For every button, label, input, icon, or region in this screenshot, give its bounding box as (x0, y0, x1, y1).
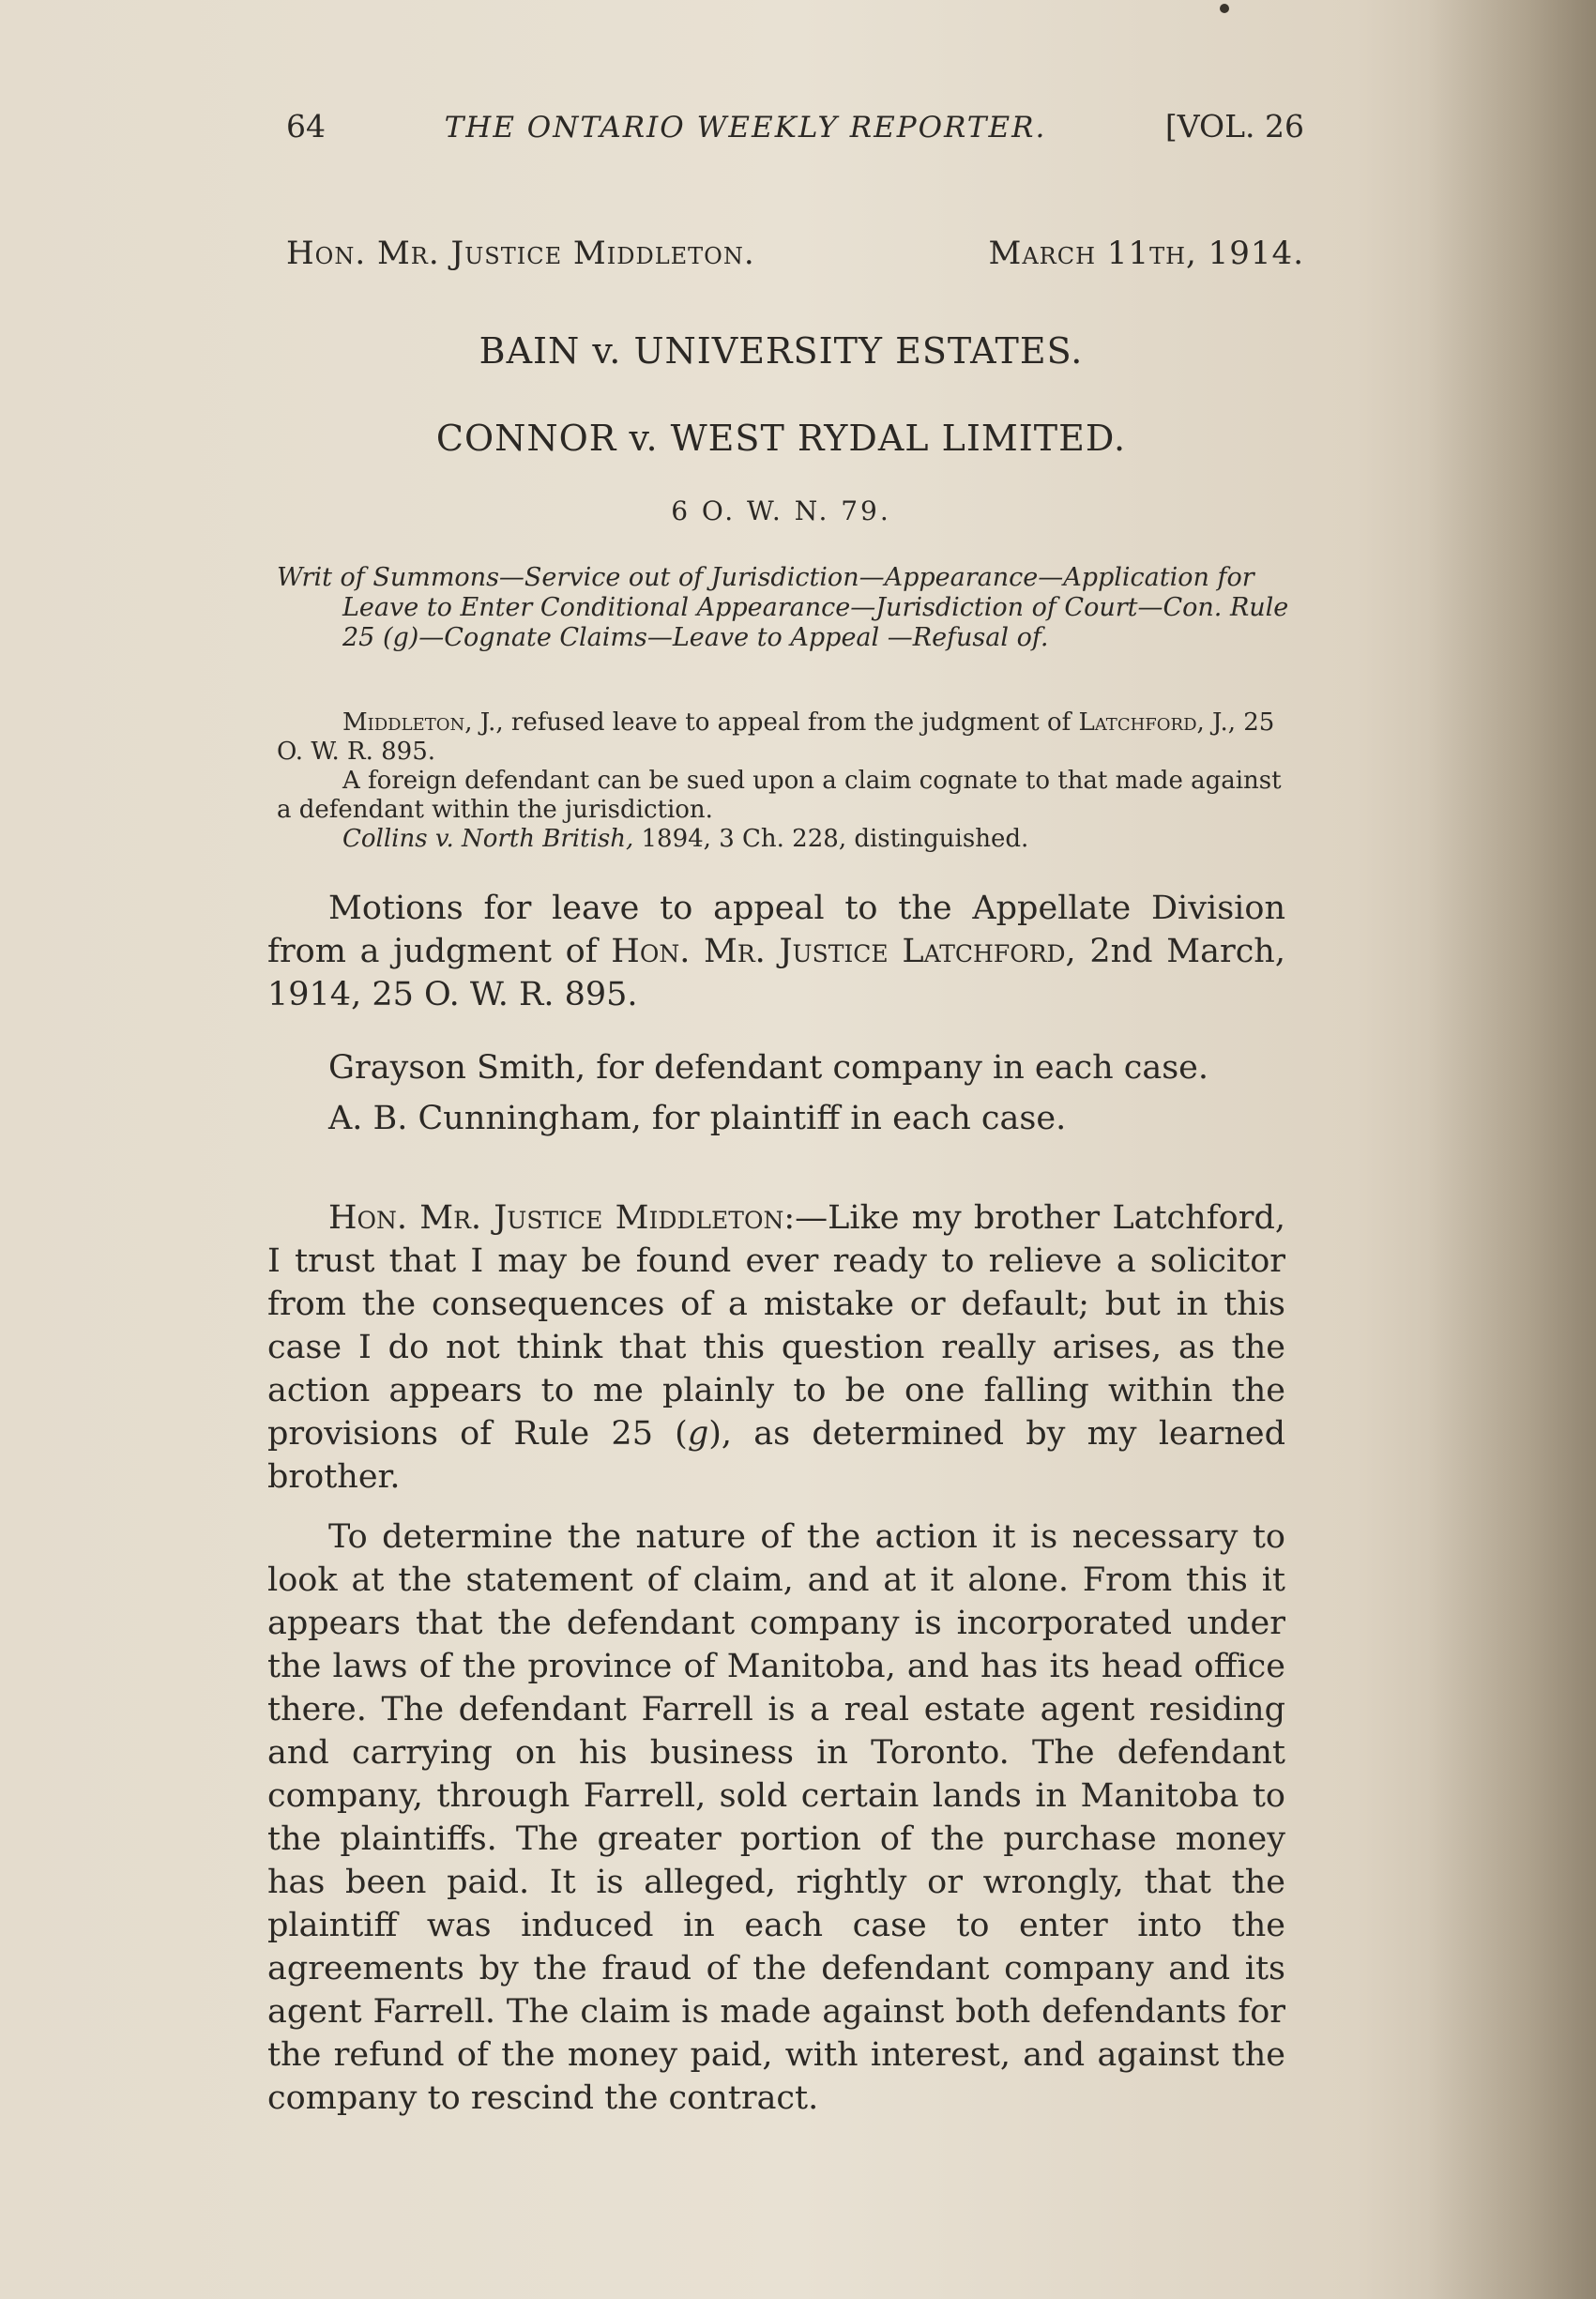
headnote (277, 563, 1295, 653)
case-title-2: CONNOR v. WEST RYDAL LIMITED. (435, 418, 1127, 459)
ink-speck (1220, 4, 1229, 13)
summary-judge: Middleton, J., (342, 708, 504, 737)
headnote-text: Writ of Summons—Service out of Jurisdiction—Appearance—Application for Leave to Enter Conditional Appearance—Jurisdiction of Court—Con. Rule 25 (g)—Cognate Claims—Leave to Appeal —Refusal of. (277, 563, 1289, 652)
judgment-paragraph: To determine the nature of the action it is necessary to look at the statement of claim, and at it alone. From this it appears that the defendant company is incorporated under the laws of the province of Manitoba, and has its head office there. The defendant Farrell is a real estate agent residing and carrying on his business in Toronto. The defendant company, through Farrell, sold certain lands in Manitoba to the plaintiffs. The greater portion of the purchase money has been paid. It is alleged, rightly or wrongly, that the plaintiff was induced in each case to enter into the agreements by the fraud of the defendant company and its agent Farrell. The claim is made against both defendants for the refund of the money paid, with interest, and against the company to rescind the contract. (267, 1518, 1285, 2117)
rule-subsection: g (687, 1415, 709, 1453)
motion-paragraph (267, 887, 1285, 1016)
counsel-list (267, 1046, 1285, 1140)
citation: 6 O. W. N. 79. (671, 495, 891, 526)
summary-text: refused leave to appeal from the judgment of (503, 708, 1079, 737)
decision-date: March 11th, 1914. (988, 235, 1304, 272)
running-header (286, 108, 1304, 145)
volume-label: [VOL. 26 (1164, 108, 1304, 145)
judgment-paragraph (267, 1196, 1285, 1499)
spine-shadow (1427, 0, 1596, 2299)
counsel-line: A. B. Cunningham, for plaintiff in each case. (328, 1100, 1067, 1137)
distinguished-citation: 1894, 3 Ch. 228, distinguished. (633, 825, 1029, 853)
distinguished-case: Collins v. North British, (342, 825, 634, 853)
motion-judge: Hon. Mr. Justice Latchford, (611, 933, 1076, 970)
page-number: 64 (286, 108, 326, 145)
judgment-text (267, 1196, 1285, 2120)
summary-paragraph (277, 708, 1295, 767)
court-line (286, 235, 1304, 272)
counsel-line: Grayson Smith, for defendant company in each case. (328, 1049, 1209, 1087)
summary-judge-2: Latchford, J., (1078, 708, 1236, 737)
judge-name: Hon. Mr. Justice Middleton. (286, 235, 755, 272)
judgment-speaker: Hon. Mr. Justice Middleton (328, 1199, 784, 1237)
summary-paragraph: A foreign defendant can be sued upon a claim cognate to that made against a defendant within the jurisdiction. (277, 767, 1282, 824)
summary-citation: 25 O. W. R. 895. (277, 708, 1275, 766)
case-title-1: BAIN v. UNIVERSITY ESTATES. (479, 330, 1084, 372)
summary-paragraph (277, 825, 1295, 854)
judgment-text-b: ), as determined by my learned brother. (267, 1415, 1285, 1496)
motion-text: Motions for leave to appeal to the Appellate Division from a judgment of (267, 890, 1285, 970)
motion-date: 2nd March, 1914, 25 O. W. R. 895. (267, 933, 1285, 1013)
case-summary (277, 708, 1295, 854)
judgment-text-a: :—Like my brother Latchford, I trust that I may be found ever ready to relieve a solicitor from the consequences of a mistake or default; but in this case I do not think that this question really arises, as the action appears to me plainly to be one falling within the provisions of Rule 25 ( (267, 1199, 1285, 1453)
journal-title: THE ONTARIO WEEKLY REPORTER. (444, 111, 1047, 145)
